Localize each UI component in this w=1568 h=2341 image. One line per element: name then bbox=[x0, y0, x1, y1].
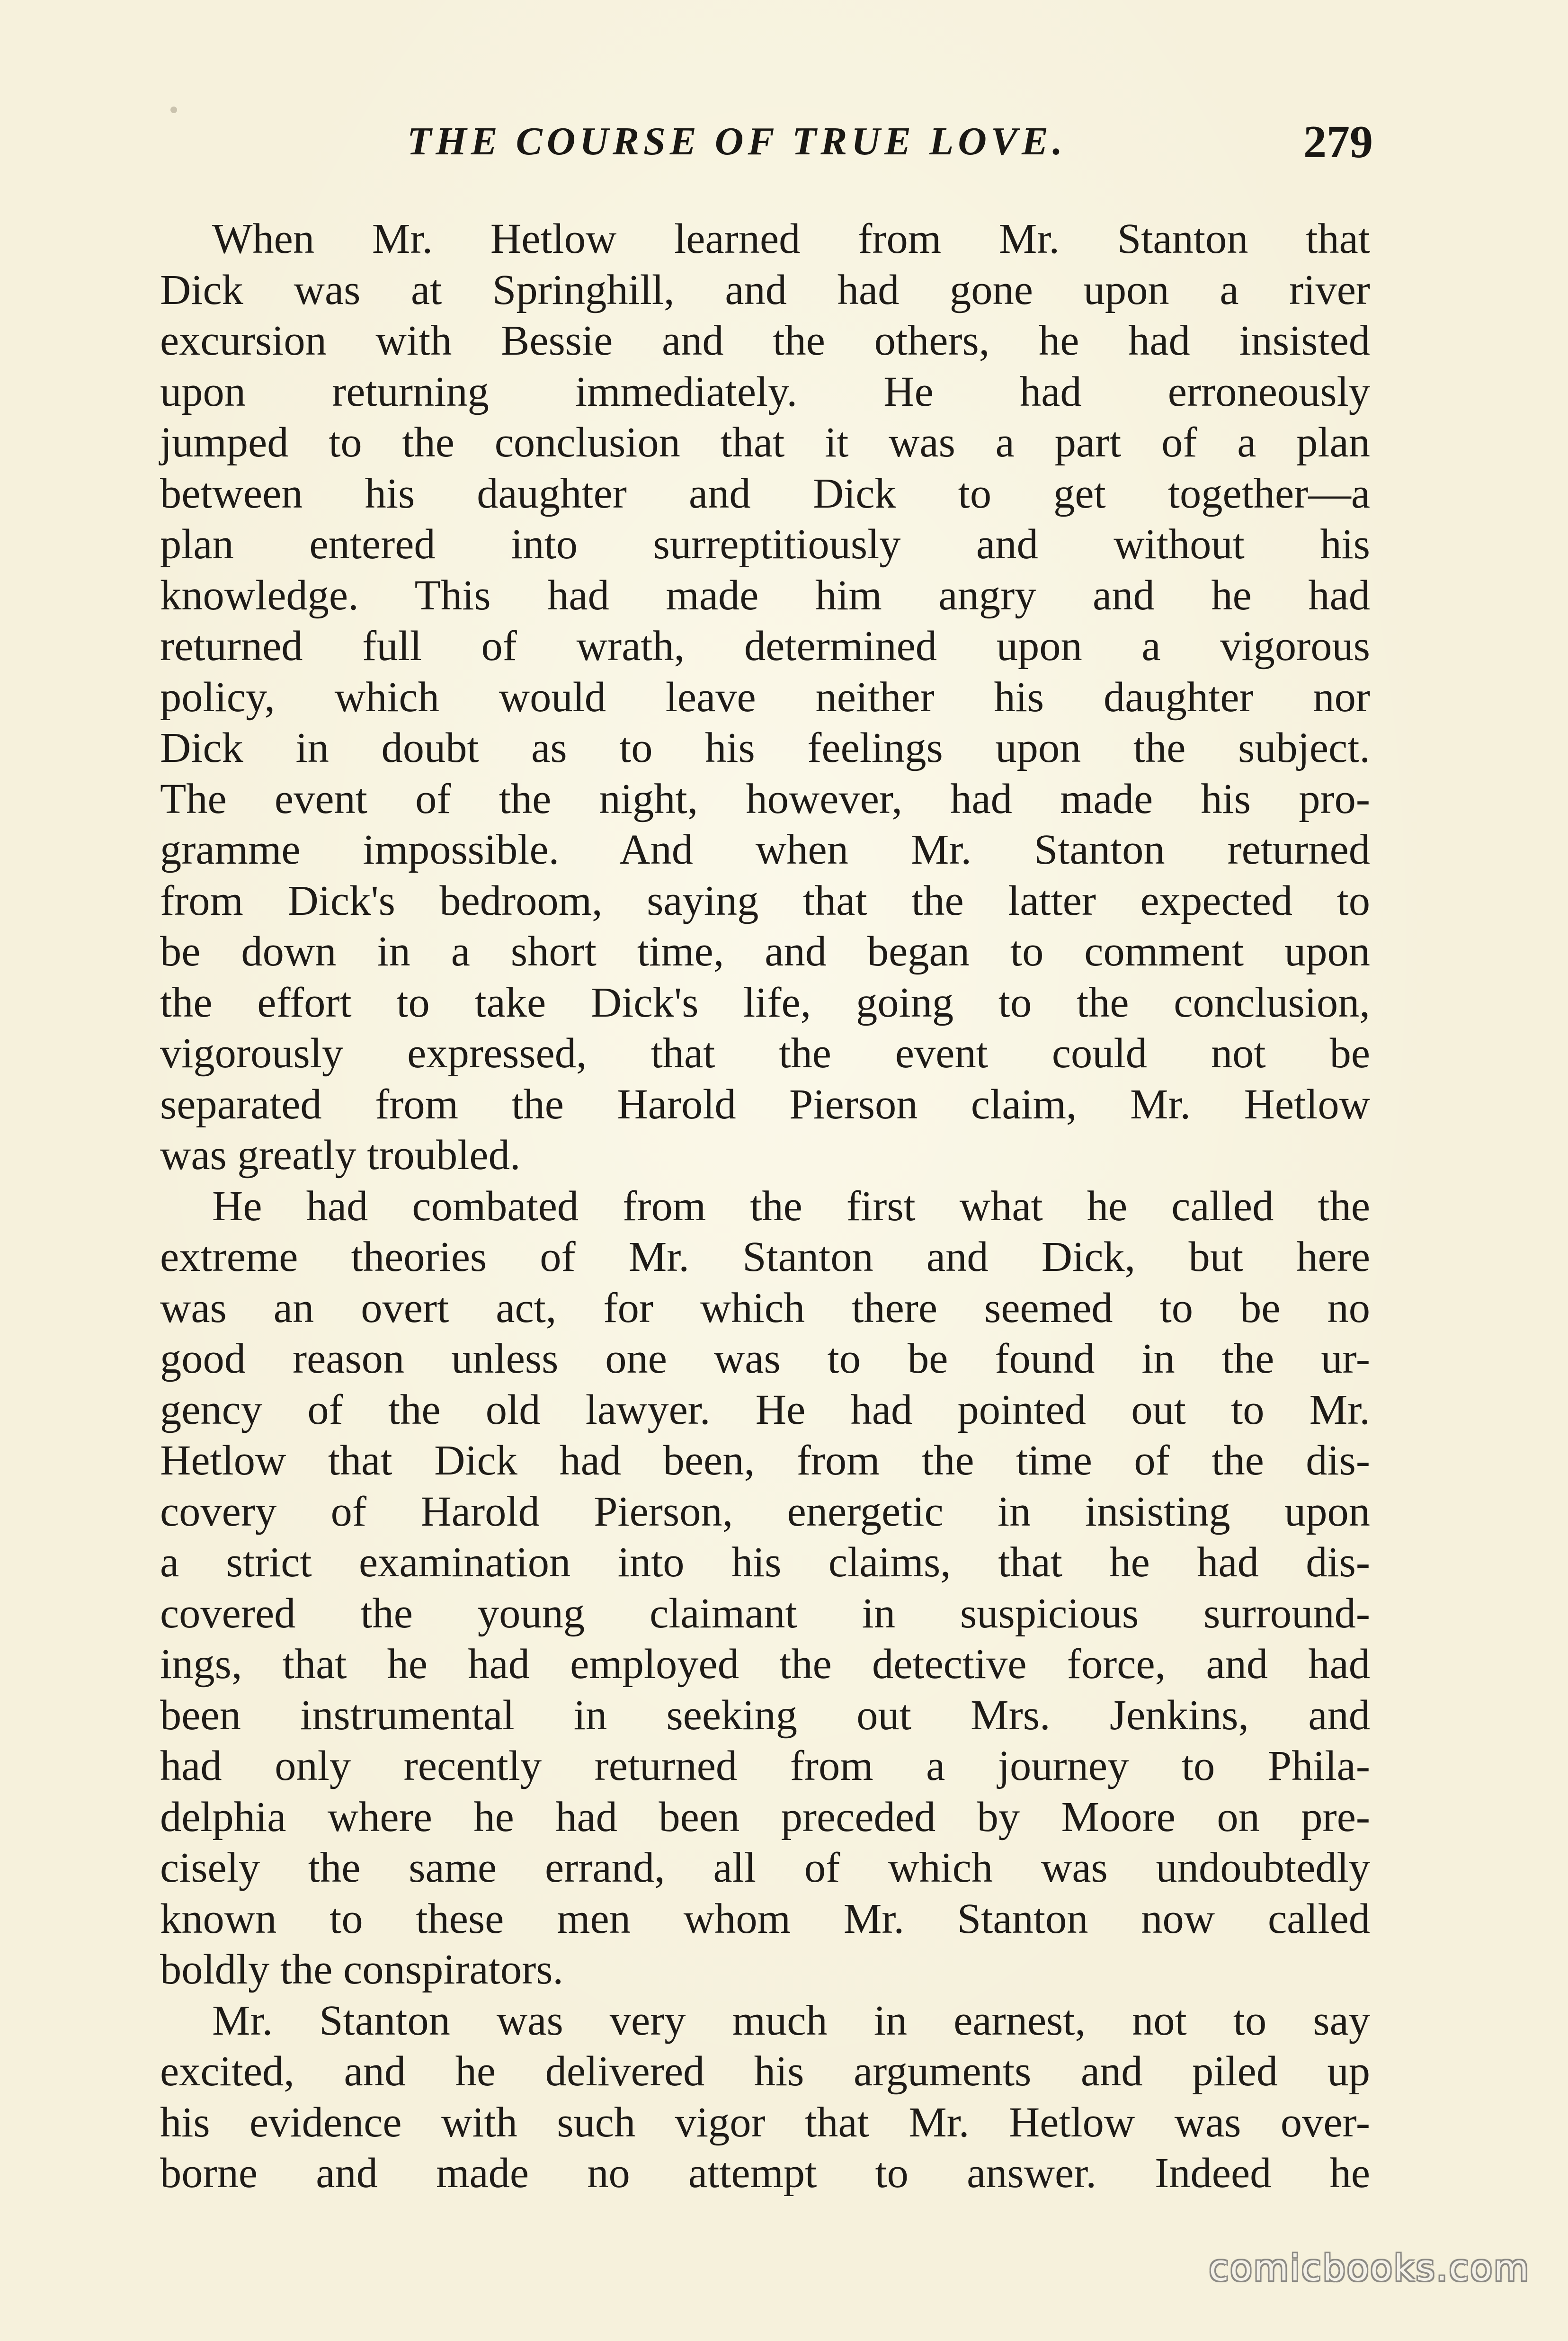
text-line: upon returning immediately. He had erroneously bbox=[160, 367, 1370, 415]
text-line: was an overt act, for which there seemed to be no bbox=[160, 1283, 1370, 1331]
text-line: Hetlow that Dick had been, from the time of the dis- bbox=[160, 1436, 1370, 1484]
text-line: borne and made no attempt to answer. Indeed he bbox=[160, 2149, 1370, 2197]
text-line: boldly the conspirators. bbox=[160, 1945, 564, 1993]
text-line: returned full of wrath, determined upon a vigorous bbox=[160, 622, 1370, 670]
text-line: When Mr. Hetlow learned from Mr. Stanton that bbox=[212, 214, 1370, 262]
text-line: between his daughter and Dick to get together—a bbox=[160, 469, 1370, 517]
text-line: covery of Harold Pierson, energetic in insisting upon bbox=[160, 1487, 1370, 1535]
text-line: good reason unless one was to be found in the ur- bbox=[160, 1334, 1370, 1382]
text-line: knowledge. This had made him angry and he had bbox=[160, 571, 1370, 619]
text-line: Mr. Stanton was very much in earnest, not to say bbox=[212, 1996, 1370, 2044]
text-line: plan entered into surreptitiously and without his bbox=[160, 520, 1370, 568]
text-line: vigorously expressed, that the event could not be bbox=[160, 1029, 1370, 1077]
running-header bbox=[161, 118, 1373, 185]
text-line: a strict examination into his claims, that he had dis- bbox=[160, 1538, 1370, 1586]
text-line: delphia where he had been preceded by Moore on pre- bbox=[160, 1792, 1370, 1841]
page-number: 279 bbox=[1303, 116, 1373, 168]
text-line: ings, that he had employed the detective force, and had bbox=[160, 1640, 1370, 1688]
text-line: He had combated from the first what he called the bbox=[212, 1181, 1370, 1230]
text-line: extreme theories of Mr. Stanton and Dick, but here bbox=[160, 1233, 1370, 1280]
text-line: known to these men whom Mr. Stanton now called bbox=[160, 1894, 1370, 1942]
text-line: jumped to the conclusion that it was a part of a plan bbox=[160, 418, 1370, 466]
chapter-title: THE COURSE OF TRUE LOVE. bbox=[407, 119, 1067, 163]
text-line: The event of the night, however, had made his pro- bbox=[160, 774, 1370, 822]
text-line: excursion with Bessie and the others, he had insisted bbox=[160, 316, 1370, 364]
text-line: cisely the same errand, all of which was undoubtedly bbox=[160, 1843, 1370, 1891]
text-line: separated from the Harold Pierson claim, Mr. Hetlow bbox=[160, 1080, 1370, 1128]
text-line: from Dick's bedroom, saying that the latter expected to bbox=[160, 876, 1370, 924]
text-line: Dick in doubt as to his feelings upon the subject. bbox=[160, 724, 1370, 771]
text-line: covered the young claimant in suspicious surround- bbox=[160, 1589, 1370, 1637]
text-line: excited, and he delivered his arguments and piled up bbox=[160, 2047, 1370, 2095]
text-line: been instrumental in seeking out Mrs. Jenkins, and bbox=[160, 1690, 1370, 1739]
text-line: Dick was at Springhill, and had gone upon a river bbox=[160, 265, 1370, 313]
text-line: was greatly troubled. bbox=[160, 1131, 521, 1179]
text-line: had only recently returned from a journey to Phila- bbox=[160, 1742, 1370, 1789]
text-line: his evidence with such vigor that Mr. Hetlow was over- bbox=[160, 2098, 1370, 2146]
ink-speck bbox=[170, 107, 177, 113]
text-line: gency of the old lawyer. He had pointed out to Mr. bbox=[160, 1385, 1370, 1433]
text-line: policy, which would leave neither his daughter nor bbox=[160, 672, 1370, 721]
body-text bbox=[160, 213, 1370, 2198]
watermark: comicbooks.com bbox=[1209, 2247, 1530, 2289]
text-line: gramme impossible. And when Mr. Stanton returned bbox=[160, 825, 1370, 873]
text-line: the effort to take Dick's life, going to the conclusion, bbox=[160, 978, 1370, 1026]
text-line: be down in a short time, and began to comment upon bbox=[160, 927, 1370, 975]
